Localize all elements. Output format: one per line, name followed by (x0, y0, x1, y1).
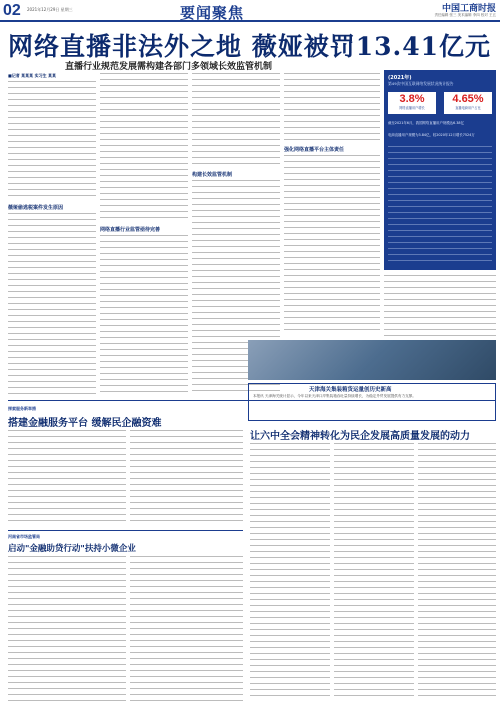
text-block (284, 73, 380, 143)
story-tag: 河南省市场监管局 (8, 534, 40, 539)
news-photo (248, 340, 496, 380)
story-tag: 探索服务新举措 (8, 406, 36, 411)
text-block (192, 73, 280, 168)
editor-credits: 责任编辑 张三 美术编辑 李四 校对 王五 (434, 13, 496, 17)
subsection-title: 薇娅偷逃税案件发生原因 (8, 205, 64, 211)
notice-box (248, 383, 496, 421)
page-number: 02 (3, 2, 21, 19)
notice-text: 本报讯 天津海关统计显示，今年以来天津口岸集装箱吞吐量持续增长，为稳定外贸发展提供有力支撑。 (253, 394, 416, 398)
story4-column-1 (250, 443, 330, 701)
notice-title: 天津海关集装箱货运量创历史新高 (309, 387, 392, 393)
page-header (0, 0, 500, 22)
section-title: 要闻聚焦 (180, 4, 245, 22)
story2-headline: 搭建金融服务平台 缓解民企融资难 (8, 418, 162, 429)
stat-value: 3.8% (399, 93, 425, 105)
lead-column-2 (100, 73, 188, 398)
newspaper-brand: 中国工商时报 (441, 4, 496, 14)
text-block (334, 443, 414, 701)
text-block (130, 556, 243, 701)
text-block (100, 235, 188, 395)
lead-column-4 (284, 73, 380, 338)
story3-headline: 启动"金融助贷行动"扶持小微企业 (8, 544, 136, 554)
sidebar-title: (2021年) (388, 75, 412, 81)
text-block (8, 81, 96, 201)
sidebar-subtitle: 第49次中国互联网络发展状况统计报告 (388, 81, 454, 86)
section-divider (8, 530, 243, 531)
sidebar-text-block (388, 146, 492, 264)
stat-label: 网络直播用户增长 (399, 106, 425, 110)
stats-sidebar (384, 70, 496, 270)
text-block (8, 556, 126, 701)
text-block (130, 430, 243, 525)
story4-column-2 (334, 443, 414, 701)
stat-value: 4.65% (452, 93, 484, 105)
lead-headline: 网络直播非法外之地 薇娅被罚13.41亿元 (8, 32, 491, 61)
subsection-title: 网络直播行业监管亟待完善 (100, 227, 161, 233)
story2-column-2 (130, 430, 243, 525)
text-block (100, 73, 188, 223)
subsection-title: 构建长效监管机制 (192, 172, 233, 178)
stat-label: 直播电商用户占比 (455, 106, 481, 110)
text-block (8, 213, 96, 398)
story2-column-1 (8, 430, 126, 525)
subsection-title: 强化网络直播平台主体责任 (284, 147, 345, 153)
text-block (8, 430, 126, 525)
lead-column-1 (8, 73, 96, 398)
text-block (284, 155, 380, 335)
issue-date: 2021年12月29日 星期三 (27, 7, 73, 12)
stat-card (444, 92, 492, 114)
story4-column-3 (418, 443, 496, 701)
stat-card (388, 92, 436, 114)
byline: ■记者 某某某 实习生 某某 (8, 73, 56, 78)
sidebar-note: 截至2021年6月，我国网络直播用户规模达6.38亿 (388, 121, 464, 125)
lead-subhead: 直播行业规范发展需构建各部门多领域长效监管机制 (65, 62, 273, 72)
text-block (418, 443, 496, 701)
text-block (250, 443, 330, 701)
sidebar-note: 电商直播用户规模为3.84亿，较2020年12月增长7524万 (388, 133, 475, 137)
story4-headline: 让六中全会精神转化为民企发展高质量发展的动力 (250, 431, 470, 442)
story3-column-2 (130, 556, 243, 701)
story3-column-1 (8, 556, 126, 701)
